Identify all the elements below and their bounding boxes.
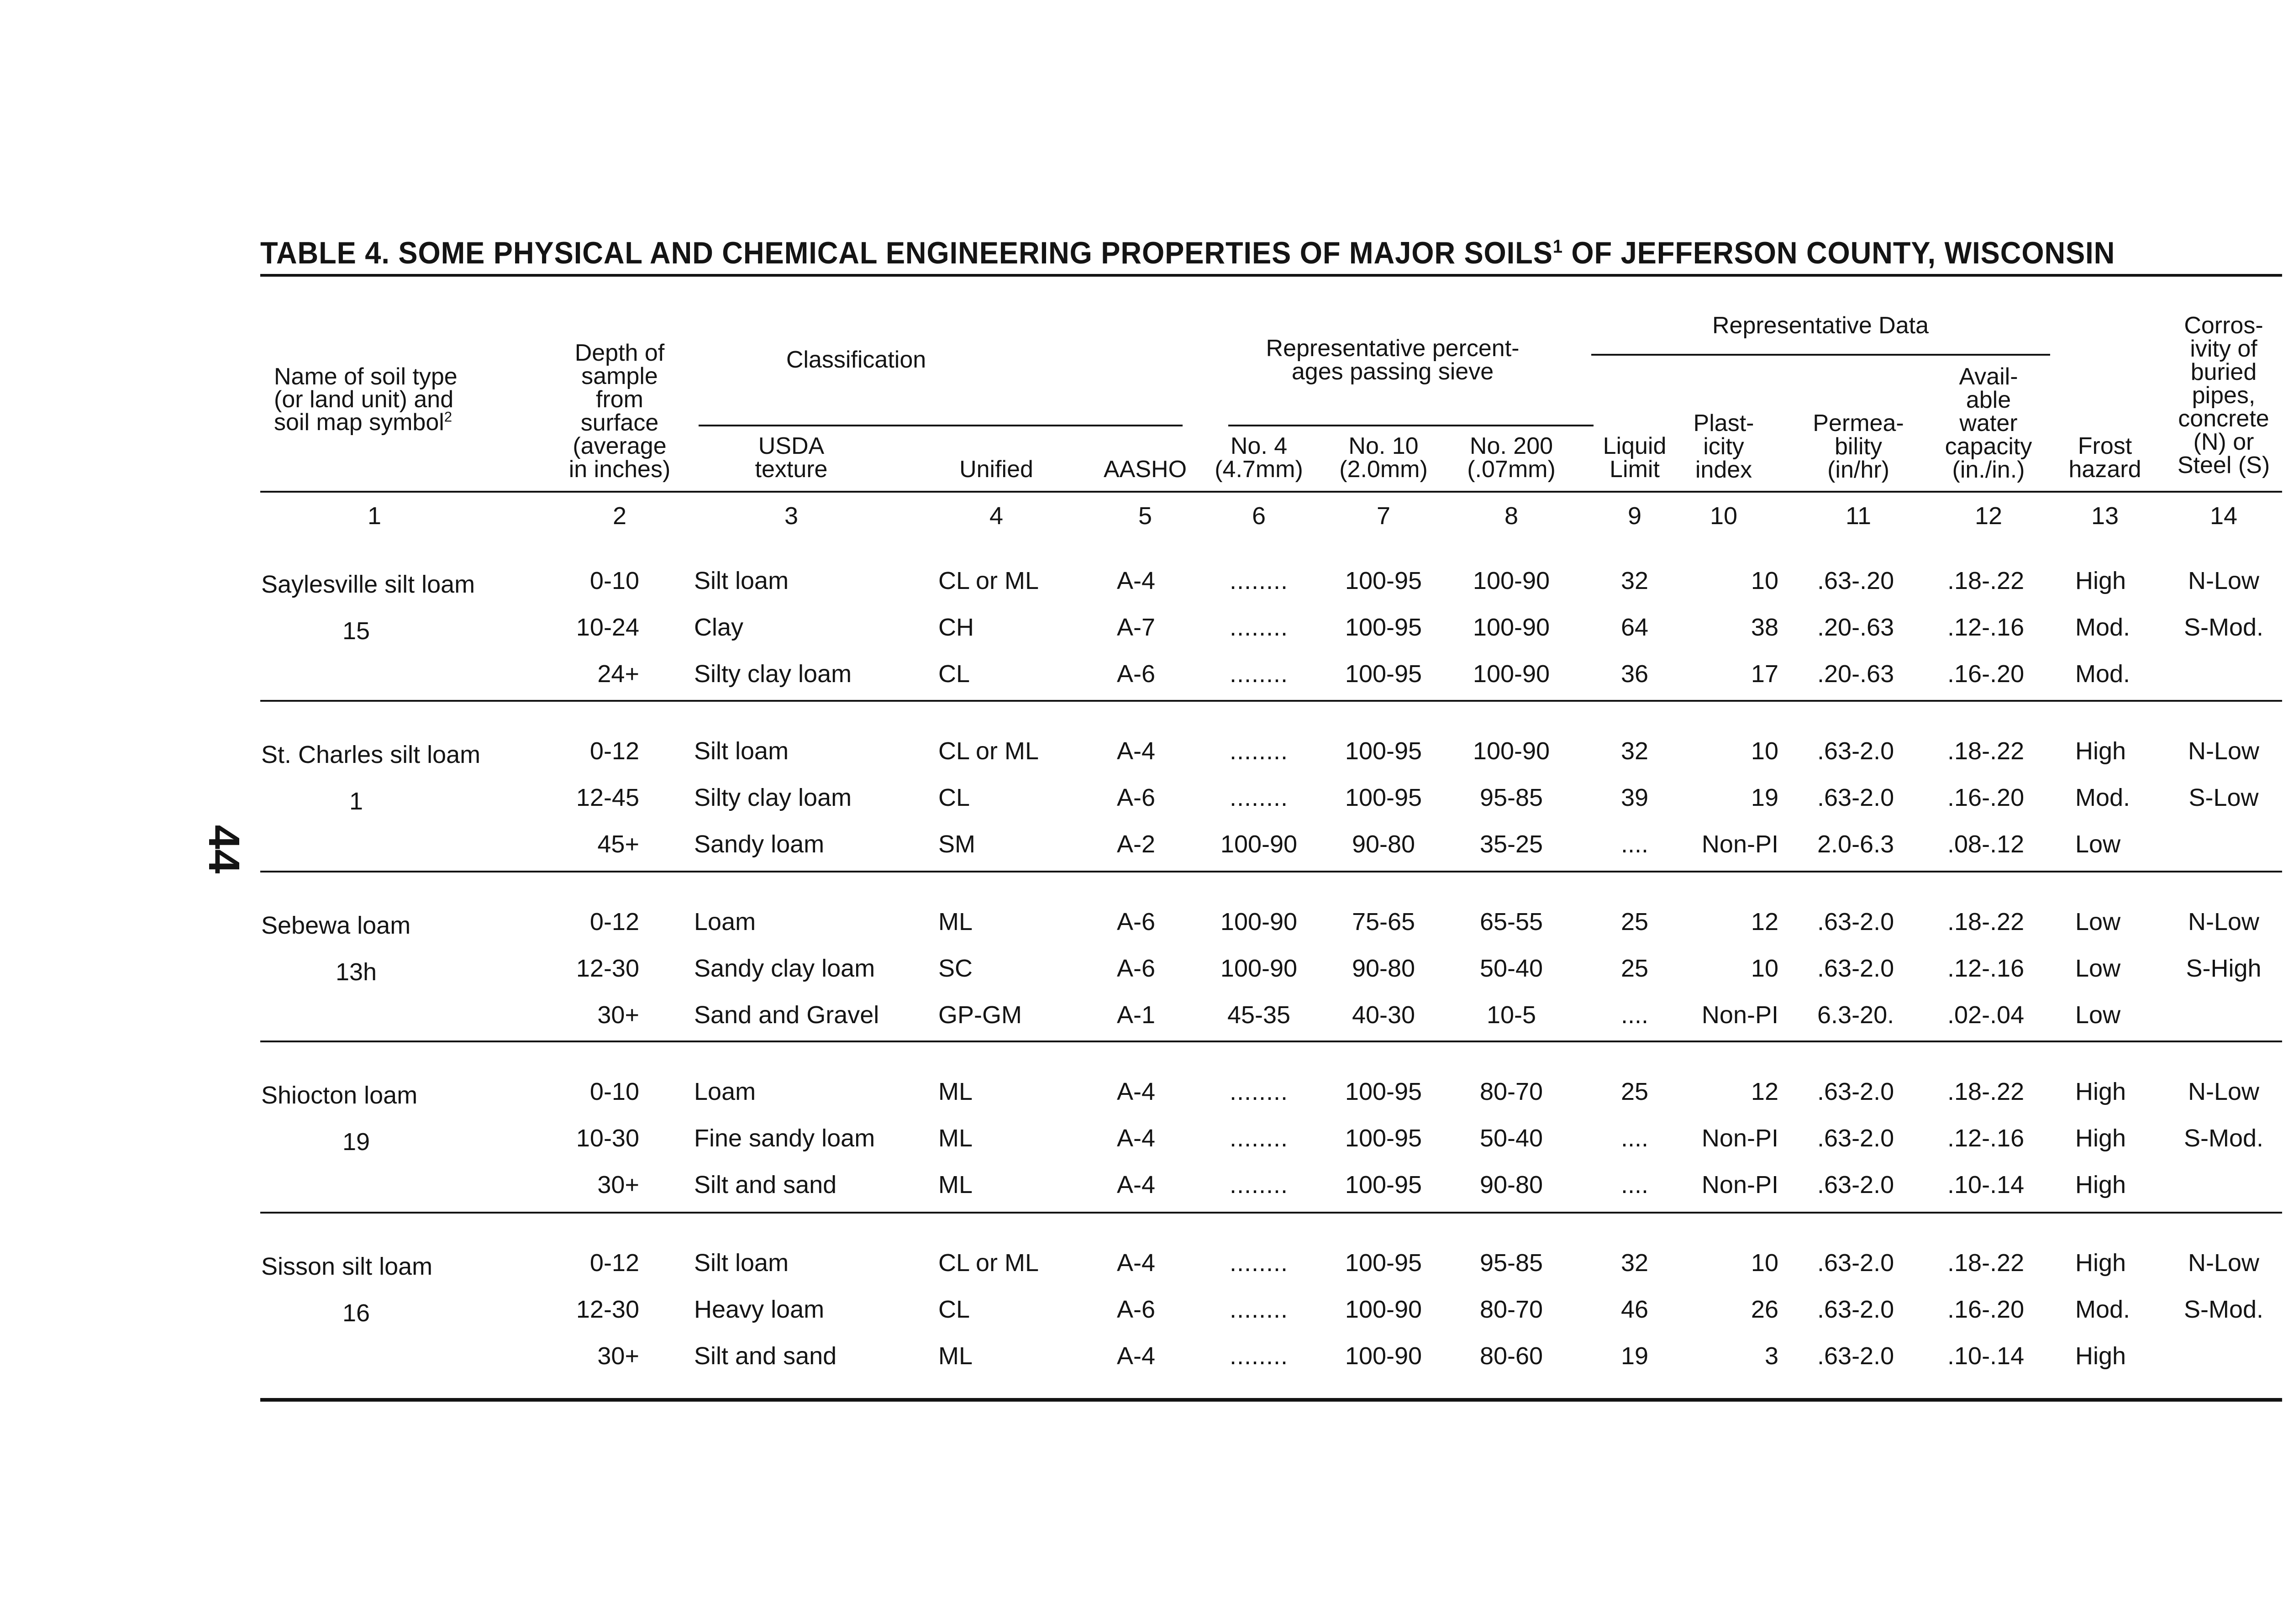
cell-liquid-limit: 25 — [1620, 1078, 1649, 1105]
cell-frost-hazard: High — [2075, 1171, 2126, 1198]
header-usda-line: texture — [755, 456, 828, 483]
rule-header-bottom — [260, 491, 2282, 493]
cell-water-capacity: .12-.16 — [1947, 1125, 2025, 1152]
cell-liquid-limit: .... — [1620, 1001, 1649, 1029]
cell-unified: GP-GM — [938, 1001, 1022, 1029]
cell-frost-hazard: High — [2075, 1342, 2126, 1370]
cell-unified: CL — [938, 660, 970, 688]
cell-frost-hazard: High — [2075, 737, 2126, 765]
cell-usda-texture: Loam — [694, 908, 756, 936]
cell-aasho: A-6 — [1117, 660, 1156, 688]
cell-corrosivity: N-Low — [2188, 1078, 2260, 1105]
cell-no4: ........ — [1229, 1078, 1289, 1105]
cell-aasho: A-2 — [1117, 830, 1156, 858]
header-no10-line: No. 10 — [1348, 433, 1419, 459]
cell-aasho: A-4 — [1117, 1249, 1156, 1277]
header-no4-line: No. 4 — [1230, 433, 1288, 459]
cell-no4: ........ — [1229, 660, 1289, 688]
cell-unified: CL — [938, 784, 970, 811]
group-separator — [260, 700, 2282, 702]
header-name-text: soil map symbol — [274, 409, 444, 436]
cell-water-capacity: .10-.14 — [1947, 1342, 2025, 1370]
cell-water-capacity: .18-.22 — [1947, 908, 2025, 936]
rule-classification — [699, 425, 1183, 426]
cell-no10: 100-95 — [1345, 567, 1422, 594]
cell-usda-texture: Silt and sand — [694, 1171, 837, 1198]
cell-plasticity-index: 17 — [1751, 660, 1778, 688]
header-corrosivity-line: (N) or — [2193, 429, 2254, 455]
header-frost-line: Frost — [2078, 433, 2132, 459]
cell-no10: 100-95 — [1345, 1171, 1422, 1198]
cell-plasticity-index: 3 — [1764, 1342, 1778, 1370]
header-corrosivity-line: ivity of — [2190, 336, 2257, 362]
cell-liquid-limit: 46 — [1620, 1296, 1649, 1323]
cell-permeability: .63-2.0 — [1817, 1249, 1894, 1277]
cell-plasticity-index: Non-PI — [1701, 1171, 1778, 1198]
cell-permeability: 6.3-20. — [1817, 1001, 1894, 1029]
cell-water-capacity: .18-.22 — [1947, 1249, 2025, 1277]
column-number: 9 — [1627, 502, 1642, 530]
cell-no10: 100-95 — [1345, 614, 1422, 641]
soil-map-symbol: 19 — [342, 1128, 370, 1156]
cell-no200: 50-40 — [1479, 1125, 1543, 1152]
cell-no4: ........ — [1229, 1296, 1289, 1323]
cell-depth: 10-24 — [576, 614, 639, 641]
header-depth-line: in inches) — [568, 456, 671, 483]
cell-no200: 100-90 — [1473, 567, 1550, 594]
cell-plasticity-index: 10 — [1751, 1249, 1778, 1277]
cell-liquid-limit: 19 — [1620, 1342, 1649, 1370]
header-corrosivity-line: Steel (S) — [2177, 452, 2270, 478]
cell-corrosivity: S-Mod. — [2183, 1296, 2264, 1323]
column-number: 3 — [784, 502, 799, 530]
cell-no200: 95-85 — [1479, 1249, 1543, 1277]
cell-usda-texture: Silt loam — [694, 737, 789, 765]
cell-depth: 10-30 — [576, 1125, 639, 1152]
cell-liquid-limit: .... — [1620, 1125, 1649, 1152]
header-corrosivity-line: pipes, — [2192, 382, 2256, 409]
cell-usda-texture: Silt loam — [694, 1249, 789, 1277]
cell-water-capacity: .12-.16 — [1947, 614, 2025, 641]
cell-no10: 100-95 — [1345, 1249, 1422, 1277]
cell-no200: 100-90 — [1473, 660, 1550, 688]
column-number: 5 — [1138, 502, 1152, 530]
header-awc-line: (in./in.) — [1952, 457, 2025, 483]
cell-no200: 65-55 — [1479, 908, 1543, 936]
cell-unified: ML — [938, 1125, 973, 1152]
cell-corrosivity: S-Mod. — [2183, 614, 2264, 641]
cell-no10: 100-95 — [1345, 1125, 1422, 1152]
cell-depth: 30+ — [597, 1001, 639, 1029]
soil-name: Sisson silt loam — [261, 1253, 433, 1280]
cell-aasho: A-4 — [1117, 1342, 1156, 1370]
cell-permeability: .63-2.0 — [1817, 1078, 1894, 1105]
cell-liquid-limit: .... — [1620, 1171, 1649, 1198]
cell-usda-texture: Silt and sand — [694, 1342, 837, 1370]
soil-map-symbol: 13h — [335, 958, 377, 986]
cell-no10: 100-95 — [1345, 737, 1422, 765]
cell-water-capacity: .18-.22 — [1947, 737, 2025, 765]
header-passing-group-line: ages passing sieve — [1291, 358, 1494, 385]
cell-unified: CL — [938, 1296, 970, 1323]
cell-permeability: .63-2.0 — [1817, 908, 1894, 936]
cell-depth: 30+ — [597, 1342, 639, 1370]
cell-no4: 100-90 — [1220, 830, 1298, 858]
column-number: 2 — [612, 502, 627, 530]
header-liquid-limit-line: Liquid — [1603, 433, 1667, 459]
cell-no10: 100-90 — [1345, 1296, 1422, 1323]
cell-no4: ........ — [1229, 1171, 1289, 1198]
cell-aasho: A-4 — [1117, 567, 1156, 594]
header-aasho: AASHO — [1103, 456, 1187, 483]
cell-permeability: .63-.20 — [1817, 567, 1894, 594]
cell-unified: CL or ML — [938, 567, 1039, 594]
table-title — [260, 237, 2115, 268]
header-no10-line: (2.0mm) — [1339, 456, 1428, 483]
cell-unified: CH — [938, 614, 974, 641]
cell-depth: 0-12 — [589, 908, 639, 936]
column-number: 10 — [1710, 502, 1738, 530]
cell-no4: ........ — [1229, 737, 1289, 765]
table-title-suffix: OF JEFFERSON COUNTY, WISCONSIN — [1562, 236, 2115, 270]
cell-depth: 12-30 — [576, 955, 639, 982]
cell-corrosivity: N-Low — [2188, 908, 2260, 936]
cell-no10: 90-80 — [1352, 830, 1415, 858]
cell-permeability: .63-2.0 — [1817, 1342, 1894, 1370]
cell-no10: 40-30 — [1352, 1001, 1415, 1029]
header-permeability-line: Permea- — [1813, 410, 1904, 436]
group-separator — [260, 871, 2282, 872]
cell-depth: 0-12 — [589, 1249, 639, 1277]
cell-liquid-limit: 32 — [1620, 1249, 1649, 1277]
table-title-text: TABLE 4. SOME PHYSICAL AND CHEMICAL ENGINEERING PROPERTIES OF MAJOR SOILS — [260, 236, 1553, 270]
header-liquid-limit-line: Limit — [1610, 456, 1660, 483]
cell-plasticity-index: 10 — [1751, 567, 1778, 594]
cell-permeability: .20-.63 — [1817, 660, 1894, 688]
cell-permeability: .63-2.0 — [1817, 1125, 1894, 1152]
cell-water-capacity: .18-.22 — [1947, 567, 2025, 594]
cell-frost-hazard: Low — [2075, 908, 2121, 936]
cell-aasho: A-4 — [1117, 737, 1156, 765]
header-usda-line: USDA — [758, 433, 825, 459]
header-depth-line: surface — [580, 410, 659, 436]
cell-frost-hazard: Low — [2075, 955, 2121, 982]
cell-no200: 10-5 — [1486, 1001, 1536, 1029]
header-awc-line: able — [1966, 387, 2011, 413]
cell-plasticity-index: 12 — [1751, 908, 1778, 936]
cell-unified: SC — [938, 955, 973, 982]
cell-corrosivity: N-Low — [2188, 567, 2260, 594]
cell-unified: ML — [938, 908, 973, 936]
cell-frost-hazard: Low — [2075, 830, 2121, 858]
cell-depth: 45+ — [597, 830, 639, 858]
cell-liquid-limit: 32 — [1620, 567, 1649, 594]
cell-water-capacity: .12-.16 — [1947, 955, 2025, 982]
cell-no200: 35-25 — [1479, 830, 1543, 858]
column-number: 14 — [2209, 502, 2238, 530]
cell-depth: 30+ — [597, 1171, 639, 1198]
header-depth-line: Depth of — [574, 340, 665, 366]
cell-no10: 100-95 — [1345, 784, 1422, 811]
cell-no200: 80-60 — [1479, 1342, 1543, 1370]
cell-no200: 100-90 — [1473, 614, 1550, 641]
cell-no4: 100-90 — [1220, 908, 1298, 936]
header-representative-data: Representative Data — [1712, 312, 1929, 339]
soil-map-symbol: 15 — [342, 617, 370, 645]
header-plasticity-line: Plast- — [1693, 410, 1754, 436]
cell-frost-hazard: Low — [2075, 1001, 2121, 1029]
cell-frost-hazard: High — [2075, 1249, 2126, 1277]
header-name-line — [274, 411, 452, 434]
cell-water-capacity: .18-.22 — [1947, 1078, 2025, 1105]
soil-name: St. Charles silt loam — [261, 741, 481, 768]
cell-depth: 0-10 — [589, 1078, 639, 1105]
cell-unified: CL or ML — [938, 737, 1039, 765]
cell-liquid-limit: .... — [1620, 830, 1649, 858]
cell-aasho: A-1 — [1117, 1001, 1156, 1029]
header-depth-line: from — [596, 386, 643, 413]
cell-plasticity-index: Non-PI — [1701, 830, 1778, 858]
cell-corrosivity: N-Low — [2188, 737, 2260, 765]
header-corrosivity-line: buried — [2190, 359, 2257, 385]
soil-name: Sebewa loam — [261, 912, 411, 939]
cell-depth: 24+ — [597, 660, 639, 688]
header-depth-line: sample — [581, 363, 658, 389]
cell-unified: CL or ML — [938, 1249, 1039, 1277]
cell-no10: 100-90 — [1345, 1342, 1422, 1370]
cell-no200: 80-70 — [1479, 1296, 1543, 1323]
header-plasticity-line: icity — [1703, 433, 1744, 460]
cell-depth: 12-30 — [576, 1296, 639, 1323]
cell-water-capacity: .16-.20 — [1947, 1296, 2025, 1323]
cell-unified: ML — [938, 1342, 973, 1370]
cell-aasho: A-4 — [1117, 1125, 1156, 1152]
name-footnote-marker: 2 — [444, 409, 452, 425]
header-permeability-line: (in/hr) — [1827, 457, 1889, 483]
cell-frost-hazard: High — [2075, 1125, 2126, 1152]
cell-aasho: A-4 — [1117, 1078, 1156, 1105]
cell-frost-hazard: Mod. — [2075, 1296, 2130, 1323]
cell-unified: ML — [938, 1078, 973, 1105]
header-permeability-line: bility — [1834, 433, 1883, 460]
cell-frost-hazard: High — [2075, 567, 2126, 594]
cell-no200: 100-90 — [1473, 737, 1550, 765]
cell-permeability: .63-2.0 — [1817, 784, 1894, 811]
cell-usda-texture: Heavy loam — [694, 1296, 825, 1323]
column-number: 4 — [989, 502, 1004, 530]
cell-liquid-limit: 39 — [1620, 784, 1649, 811]
column-number: 6 — [1252, 502, 1266, 530]
cell-usda-texture: Sandy clay loam — [694, 955, 875, 982]
cell-no200: 90-80 — [1479, 1171, 1543, 1198]
cell-water-capacity: .02-.04 — [1947, 1001, 2025, 1029]
header-no200-line: No. 200 — [1469, 433, 1553, 459]
cell-usda-texture: Loam — [694, 1078, 756, 1105]
cell-aasho: A-7 — [1117, 614, 1156, 641]
header-plasticity-line: index — [1695, 457, 1752, 483]
cell-usda-texture: Sandy loam — [694, 830, 825, 858]
cell-plasticity-index: 12 — [1751, 1078, 1778, 1105]
cell-usda-texture: Fine sandy loam — [694, 1125, 875, 1152]
column-number: 8 — [1504, 502, 1519, 530]
cell-frost-hazard: Mod. — [2075, 784, 2130, 811]
cell-plasticity-index: Non-PI — [1701, 1001, 1778, 1029]
cell-depth: 0-12 — [589, 737, 639, 765]
cell-frost-hazard: Mod. — [2075, 614, 2130, 641]
cell-corrosivity: N-Low — [2188, 1249, 2260, 1277]
cell-aasho: A-6 — [1117, 1296, 1156, 1323]
column-number: 1 — [367, 502, 382, 530]
cell-liquid-limit: 64 — [1620, 614, 1649, 641]
cell-aasho: A-4 — [1117, 1171, 1156, 1198]
cell-frost-hazard: High — [2075, 1078, 2126, 1105]
title-underline — [260, 274, 2282, 277]
cell-depth: 12-45 — [576, 784, 639, 811]
group-separator — [260, 1212, 2282, 1214]
cell-no4: ........ — [1229, 784, 1289, 811]
column-number: 13 — [2091, 502, 2119, 530]
header-name-line: Name of soil type — [274, 363, 458, 390]
header-corrosivity-line: Corros- — [2184, 312, 2263, 339]
cell-no4: 100-90 — [1220, 955, 1298, 982]
header-awc-line: capacity — [1945, 433, 2032, 460]
cell-usda-texture: Clay — [694, 614, 744, 641]
cell-no200: 95-85 — [1479, 784, 1543, 811]
header-corrosivity-line: concrete — [2178, 405, 2269, 432]
cell-plasticity-index: 10 — [1751, 737, 1778, 765]
cell-plasticity-index: 26 — [1751, 1296, 1778, 1323]
cell-usda-texture: Silty clay loam — [694, 784, 852, 811]
cell-corrosivity: S-Mod. — [2183, 1125, 2264, 1152]
header-awc-line: water — [1959, 410, 2018, 436]
cell-no4: ........ — [1229, 1125, 1289, 1152]
cell-usda-texture: Silt loam — [694, 567, 789, 594]
cell-usda-texture: Silty clay loam — [694, 660, 852, 688]
cell-usda-texture: Sand and Gravel — [694, 1001, 879, 1029]
header-passing-group-line: Representative percent- — [1266, 335, 1520, 362]
cell-permeability: .63-2.0 — [1817, 1296, 1894, 1323]
cell-plasticity-index: Non-PI — [1701, 1125, 1778, 1152]
cell-unified: ML — [938, 1171, 973, 1198]
cell-permeability: .63-2.0 — [1817, 955, 1894, 982]
cell-no10: 90-80 — [1352, 955, 1415, 982]
column-number: 12 — [1974, 502, 2003, 530]
rule-representative-data — [1591, 354, 2050, 356]
cell-no4: ........ — [1229, 567, 1289, 594]
cell-plasticity-index: 38 — [1751, 614, 1778, 641]
cell-permeability: .20-.63 — [1817, 614, 1894, 641]
cell-water-capacity: .16-.20 — [1947, 660, 2025, 688]
rule-sieve — [1228, 425, 1594, 426]
cell-liquid-limit: 25 — [1620, 955, 1649, 982]
cell-liquid-limit: 36 — [1620, 660, 1649, 688]
soil-map-symbol: 1 — [349, 788, 363, 815]
cell-frost-hazard: Mod. — [2075, 660, 2130, 688]
column-number: 7 — [1376, 502, 1391, 530]
header-unified: Unified — [959, 456, 1033, 483]
soil-map-symbol: 16 — [342, 1299, 370, 1327]
cell-no4: ........ — [1229, 1249, 1289, 1277]
cell-corrosivity: S-Low — [2188, 784, 2259, 811]
cell-no10: 75-65 — [1352, 908, 1415, 936]
header-depth-line: (average — [573, 433, 667, 459]
group-separator — [260, 1041, 2282, 1042]
cell-no4: ........ — [1229, 614, 1289, 641]
cell-aasho: A-6 — [1117, 784, 1156, 811]
header-name-line: (or land unit) and — [274, 386, 454, 413]
cell-plasticity-index: 19 — [1751, 784, 1778, 811]
title-footnote-marker: 1 — [1552, 236, 1563, 257]
table-bottom-rule — [260, 1398, 2282, 1402]
cell-permeability: 2.0-6.3 — [1817, 830, 1894, 858]
header-no4-line: (4.7mm) — [1215, 456, 1303, 483]
cell-permeability: .63-2.0 — [1817, 1171, 1894, 1198]
cell-unified: SM — [938, 830, 975, 858]
cell-no200: 80-70 — [1479, 1078, 1543, 1105]
cell-aasho: A-6 — [1117, 908, 1156, 936]
cell-corrosivity: S-High — [2186, 955, 2262, 982]
cell-no4: ........ — [1229, 1342, 1289, 1370]
cell-water-capacity: .16-.20 — [1947, 784, 2025, 811]
soil-name: Shiocton loam — [261, 1082, 418, 1109]
cell-no10: 100-95 — [1345, 1078, 1422, 1105]
cell-water-capacity: .10-.14 — [1947, 1171, 2025, 1198]
cell-no200: 50-40 — [1479, 955, 1543, 982]
header-awc-line: Avail- — [1959, 363, 2018, 390]
header-classification: Classification — [786, 347, 926, 373]
cell-liquid-limit: 32 — [1620, 737, 1649, 765]
cell-liquid-limit: 25 — [1620, 908, 1649, 936]
soil-name: Saylesville silt loam — [261, 571, 475, 598]
cell-water-capacity: .08-.12 — [1947, 830, 2025, 858]
header-no200-line: (.07mm) — [1467, 456, 1556, 483]
cell-aasho: A-6 — [1117, 955, 1156, 982]
cell-depth: 0-10 — [589, 567, 639, 594]
cell-plasticity-index: 10 — [1751, 955, 1778, 982]
cell-no10: 100-95 — [1345, 660, 1422, 688]
column-number: 11 — [1845, 502, 1872, 530]
header-frost-line: hazard — [2068, 456, 2141, 483]
page-number: 44 — [200, 825, 248, 874]
cell-permeability: .63-2.0 — [1817, 737, 1894, 765]
cell-no4: 45-35 — [1227, 1001, 1291, 1029]
